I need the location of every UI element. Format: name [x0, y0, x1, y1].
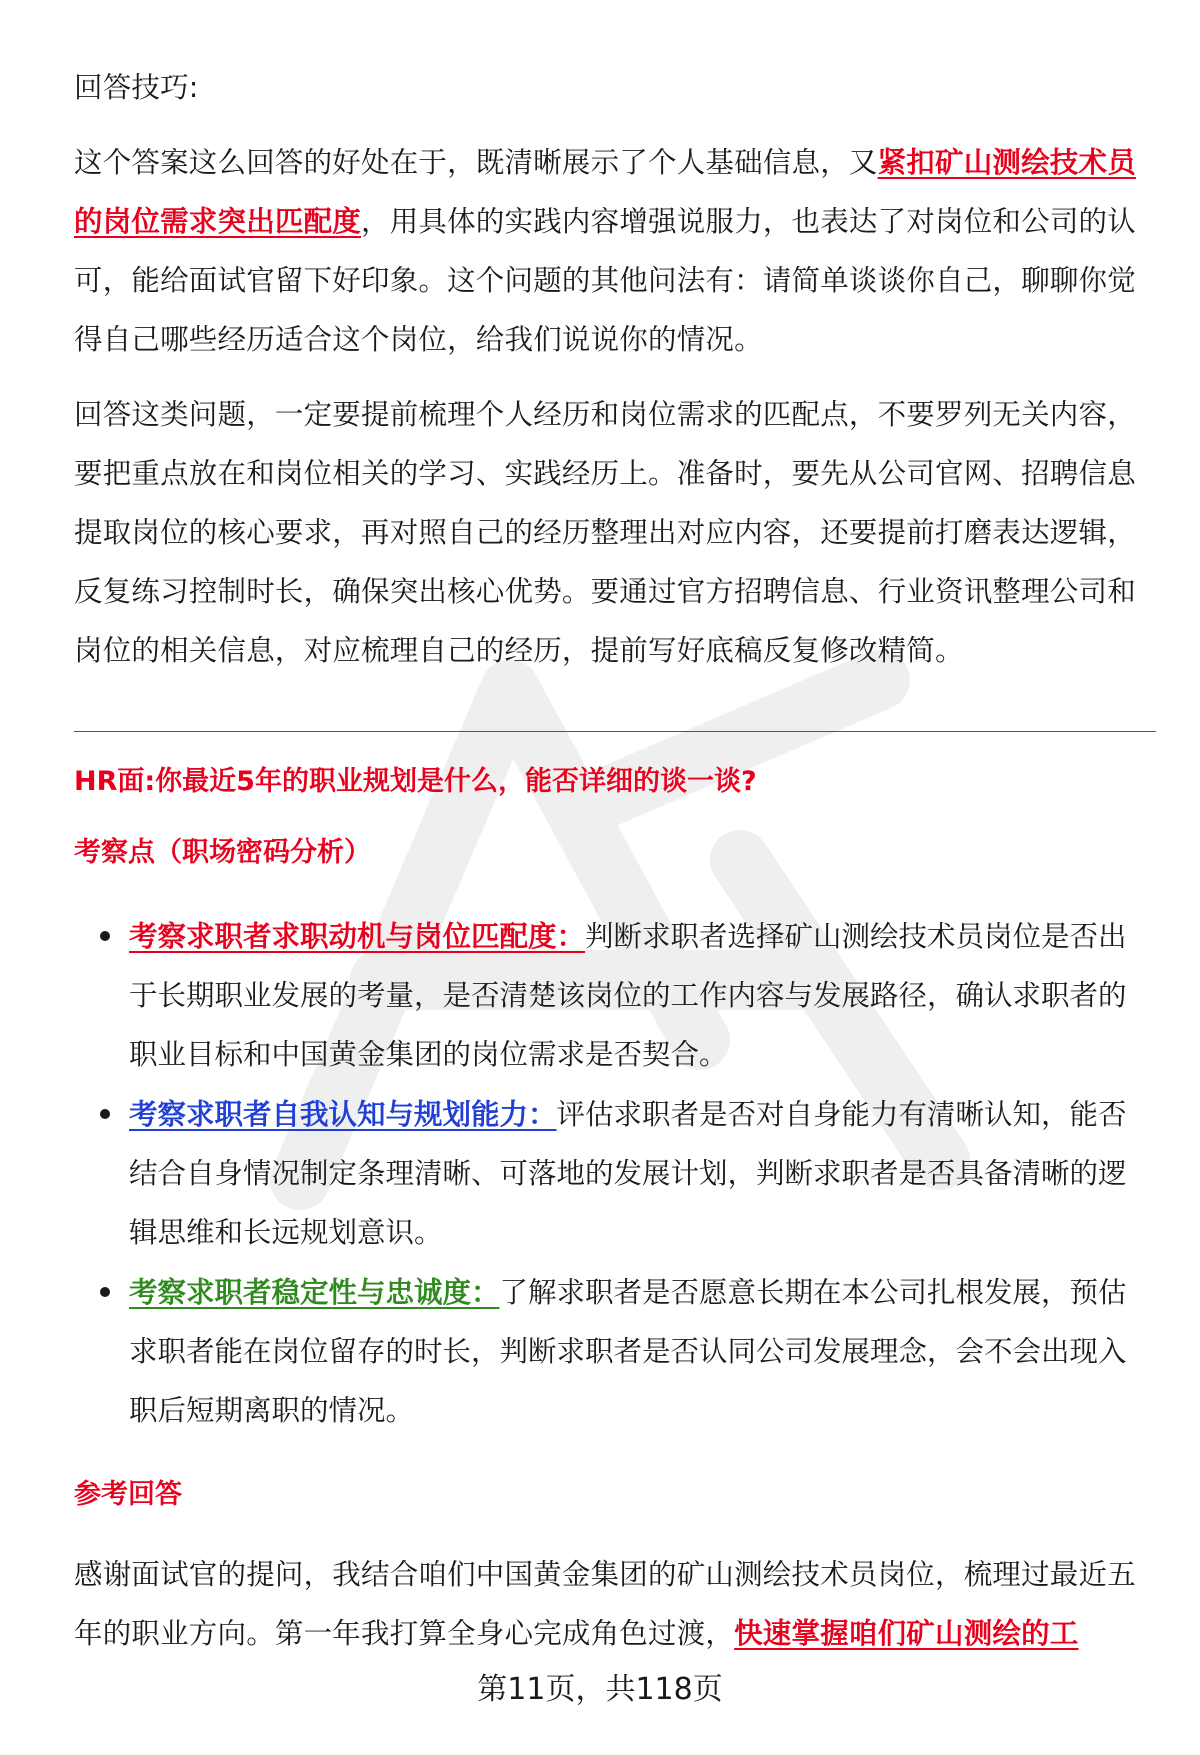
bullet-icon — [100, 1287, 110, 1297]
answer-highlight: 快速掌握咱们矿山测绘的工 — [734, 1617, 1079, 1650]
page-number-footer: 第11页，共118页 — [477, 1672, 723, 1707]
list-item — [74, 1263, 1149, 1440]
focus-title: 考察点（职场密码分析） — [74, 837, 371, 868]
tips-text-after: ，用具体的实践内容增强说服力，也表达了对岗位和公司的认可，能给面试官留下好印象。这个问题的其他问法有：请简单谈谈你自己，聊聊你觉得自己哪些经历适合这个岗位，给我们说说你的情况。 — [74, 205, 1136, 356]
focus-point-label: 考察求职者稳定性与忠诚度： — [129, 1276, 500, 1309]
tips-paragraph — [74, 133, 1149, 369]
list-item — [74, 907, 1149, 1084]
answer-paragraph — [74, 1545, 1149, 1663]
section-divider — [74, 731, 1156, 732]
focus-point-text: 了解求职者是否愿意长期在本公司扎根发展，预估求职者能在岗位留存的时长，判断求职者是否认同公司发展理念，会不会出现入职后短期离职的情况。 — [129, 1276, 1127, 1427]
advice-paragraph: 回答这类问题，一定要提前梳理个人经历和岗位需求的匹配点，不要罗列无关内容，要把重点放在和岗位相关的学习、实践经历上。准备时，要先从公司官网、招聘信息提取岗位的核心要求，再对照自己的经历整理出对应内容，还要提前打磨表达逻辑，反复练习控制时长，确保突出核心优势。要通过官方招聘信息、行业资讯整理公司和岗位的相关信息，对应梳理自己的经历，提前写好底稿反复修改精简。 — [74, 398, 1136, 667]
question-title: HR面:你最近5年的职业规划是什么，能否详细的谈一谈? — [74, 766, 757, 797]
focus-point-label: 考察求职者求职动机与岗位匹配度： — [129, 920, 586, 953]
answer-text-before: 感谢面试官的提问，我结合咱们中国黄金集团的矿山测绘技术员岗位，梳理过最近五年的职业方向。第一年我打算全身心完成角色过渡， — [74, 1558, 1136, 1650]
tips-label: 回答技巧: — [74, 71, 199, 104]
focus-point-text: 评估求职者是否对自身能力有清晰认知，能否结合自身情况制定条理清晰、可落地的发展计划，判断求职者是否具备清晰的逻辑思维和长远规划意识。 — [129, 1098, 1127, 1249]
bullet-icon — [100, 1109, 110, 1119]
focus-points-list — [74, 907, 1149, 1441]
tips-highlight: 紧扣矿山测绘技术员的岗位需求突出匹配度 — [74, 146, 1136, 238]
list-item — [74, 1085, 1149, 1262]
bullet-icon — [100, 931, 110, 941]
focus-point-label: 考察求职者自我认知与规划能力： — [129, 1098, 557, 1131]
focus-point-text: 判断求职者选择矿山测绘技术员岗位是否出于长期职业发展的考量，是否清楚该岗位的工作内容与发展路径，确认求职者的职业目标和中国黄金集团的岗位需求是否契合。 — [129, 920, 1127, 1071]
tips-text-before: 这个答案这么回答的好处在于，既清晰展示了个人基础信息，又 — [74, 146, 878, 179]
answer-title: 参考回答 — [74, 1479, 182, 1510]
